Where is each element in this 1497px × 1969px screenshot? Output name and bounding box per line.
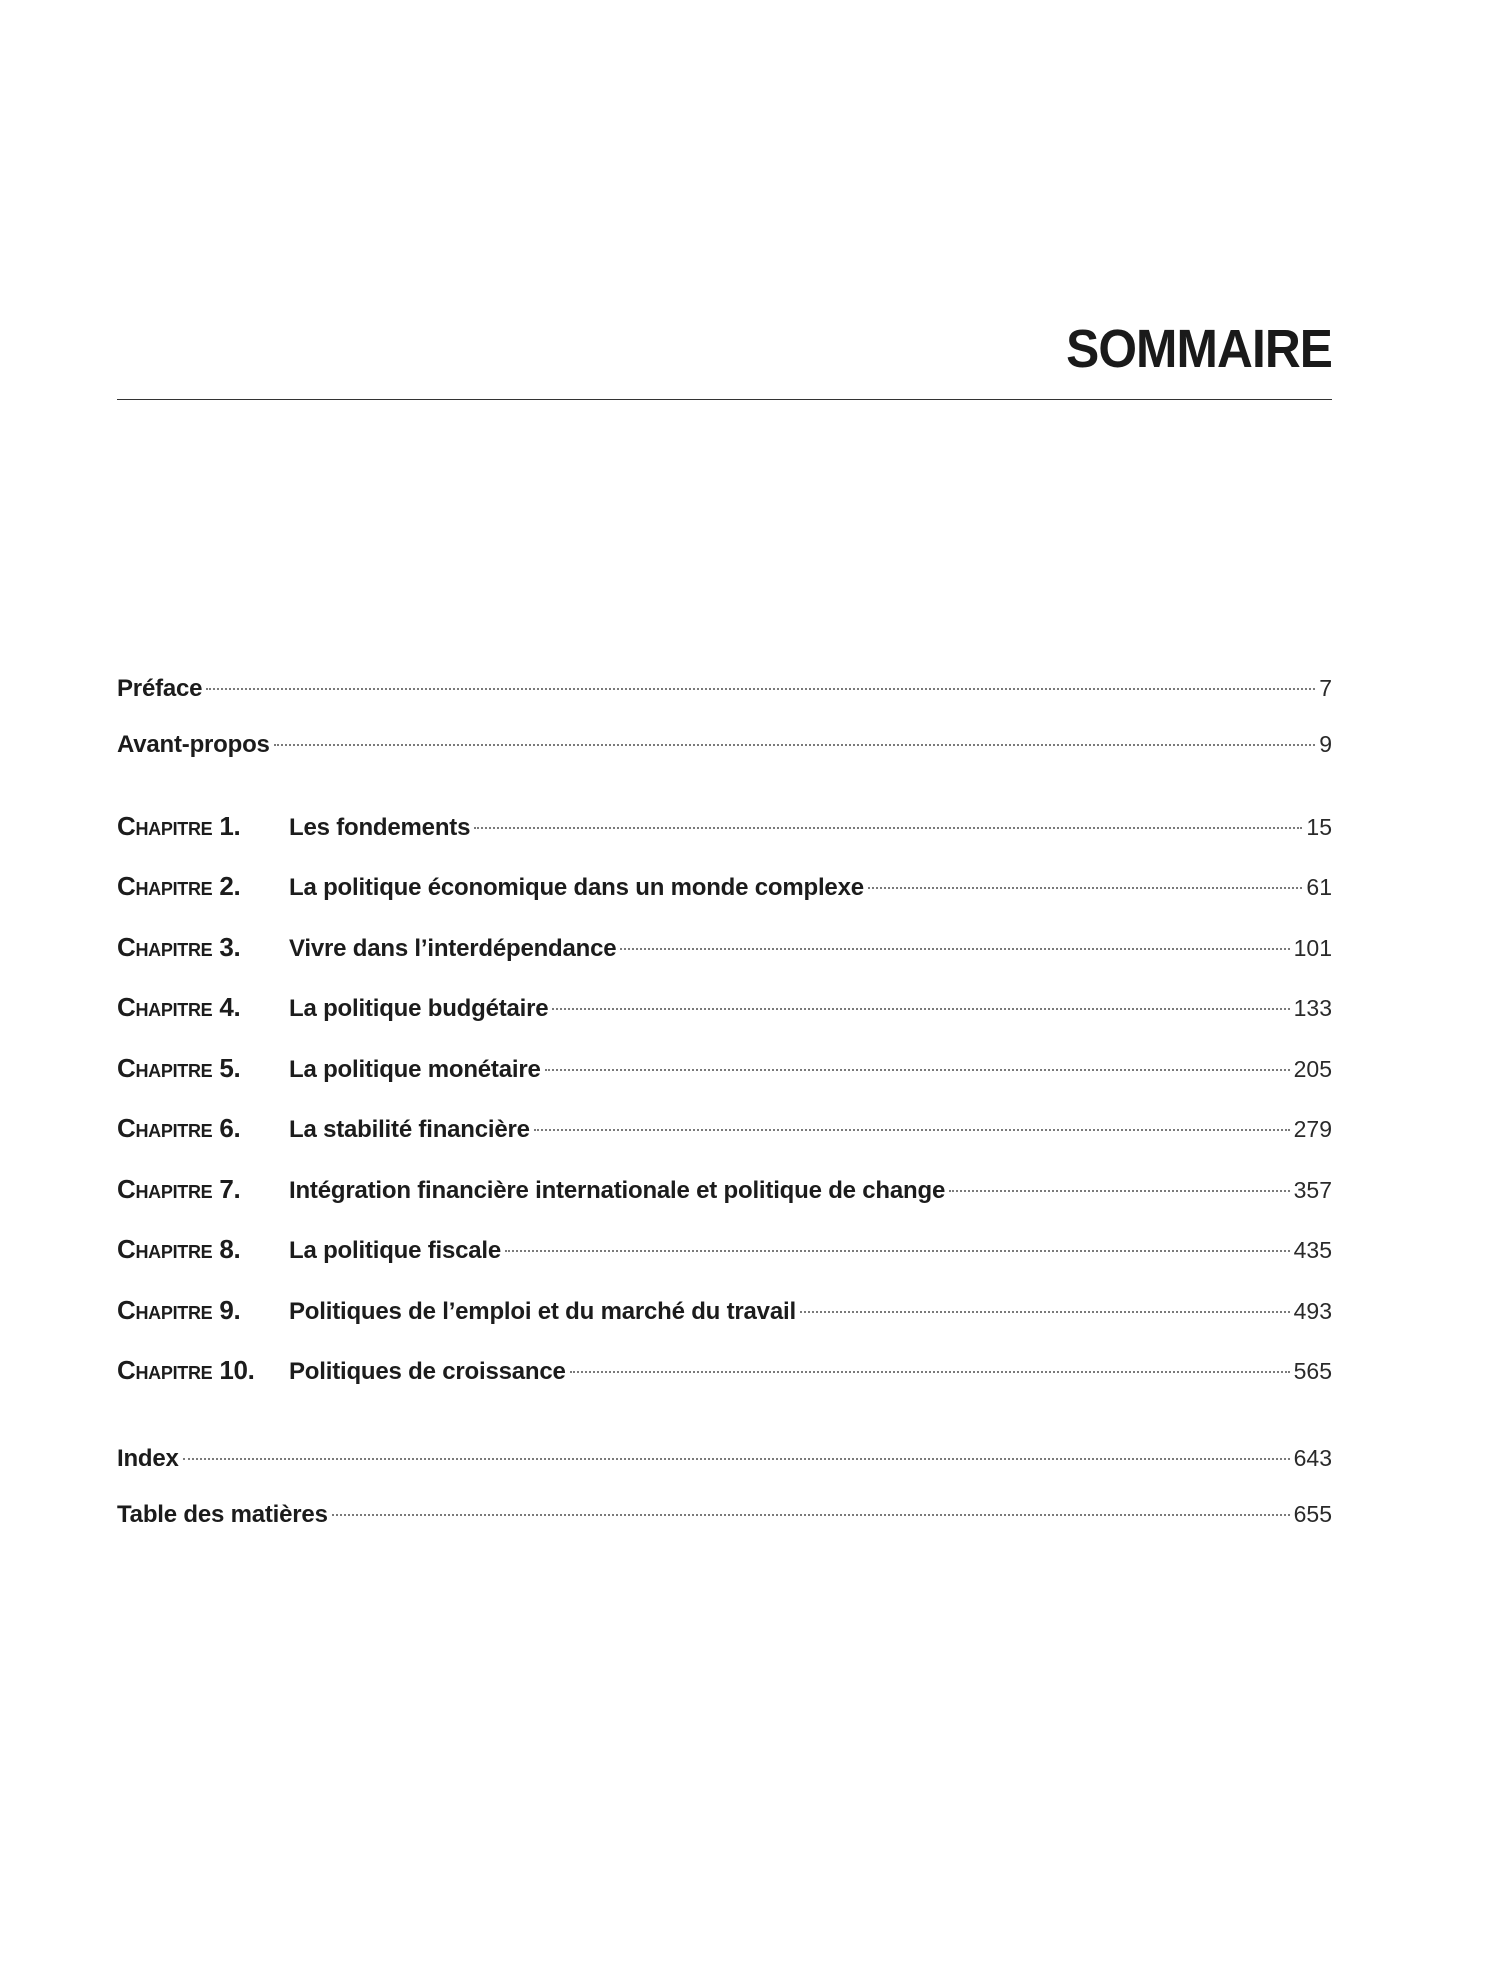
toc-page-number: 61 [1306,874,1332,900]
chapter-prefix: CHAPITRE 7. [117,1174,241,1204]
chapter-title: Vivre dans l’interdépendance [289,935,617,962]
dot-leader [474,827,1302,829]
dot-leader [206,688,1315,690]
toc-page-number: 493 [1293,1298,1332,1324]
toc-entry-chapter-8[interactable] [117,1231,1332,1267]
title-divider [117,399,1332,400]
chapter-title: Politiques de croissance [289,1358,566,1385]
toc-entry-table-des-matieres[interactable] [117,1496,1332,1532]
toc-entry-label: Table des matières [117,1501,328,1528]
dot-leader [868,887,1303,889]
chapter-prefix: CHAPITRE 5. [117,1053,241,1083]
chapter-title: La stabilité financière [289,1116,530,1143]
toc-entry-chapter-3[interactable] [117,929,1332,965]
chapter-prefix: CHAPITRE 9. [117,1295,241,1325]
toc-entry-chapter-7[interactable] [117,1171,1332,1207]
toc-page-number: 643 [1293,1445,1332,1471]
toc-page-number: 655 [1293,1501,1332,1527]
toc-entry-chapter-9[interactable] [117,1292,1332,1328]
chapter-title: La politique budgétaire [289,995,549,1022]
toc-entry-chapter-2[interactable] [117,868,1332,904]
toc-entry-label: Avant-propos [117,731,270,758]
toc-entry-chapter-1[interactable] [117,808,1332,844]
toc-entry-preface[interactable] [117,670,1332,706]
dot-leader [620,948,1289,950]
toc-entry-chapter-5[interactable] [117,1050,1332,1086]
toc-entry-chapter-4[interactable] [117,989,1332,1025]
dot-leader [949,1190,1290,1192]
toc-page-number: 357 [1293,1177,1332,1203]
toc-page-number: 9 [1319,731,1332,757]
chapter-prefix: CHAPITRE 4. [117,992,241,1022]
chapter-prefix: CHAPITRE 3. [117,932,241,962]
chapter-prefix: CHAPITRE 8. [117,1234,241,1264]
toc-page-number: 133 [1293,995,1332,1021]
chapter-prefix: CHAPITRE 10. [117,1355,255,1385]
toc-entry-label: Index [117,1445,179,1472]
toc-entry-index[interactable] [117,1440,1332,1476]
toc-page-number: 435 [1293,1237,1332,1263]
chapter-prefix: CHAPITRE 6. [117,1113,241,1143]
chapter-title: Politiques de l’emploi et du marché du travail [289,1298,796,1325]
toc-entry-chapter-6[interactable] [117,1110,1332,1146]
dot-leader [545,1069,1290,1071]
toc-page-number: 279 [1293,1116,1332,1142]
dot-leader [274,744,1315,746]
chapter-title: La politique monétaire [289,1056,541,1083]
chapter-title: La politique fiscale [289,1237,502,1264]
toc-page-number: 205 [1293,1056,1332,1082]
dot-leader [183,1458,1290,1460]
dot-leader [570,1371,1290,1373]
dot-leader [332,1514,1290,1516]
toc-entry-label: Préface [117,675,203,702]
dot-leader [800,1311,1290,1313]
dot-leader [552,1008,1289,1010]
chapter-title: Intégration financière internationale et politique de change [289,1177,946,1204]
toc-page-number: 565 [1293,1358,1332,1384]
toc-page-number: 15 [1306,814,1332,840]
dot-leader [534,1129,1290,1131]
chapter-prefix: CHAPITRE 1. [117,811,241,841]
toc-entry-chapter-10[interactable] [117,1352,1332,1388]
chapter-prefix: CHAPITRE 2. [117,871,241,901]
chapter-title: Les fondements [289,814,471,841]
toc-page-number: 7 [1319,675,1332,701]
dot-leader [505,1250,1290,1252]
toc-page-number: 101 [1293,935,1332,961]
chapter-title: La politique économique dans un monde complexe [289,874,864,901]
toc-entry-avant-propos[interactable] [117,726,1332,762]
page-title: SOMMAIRE [1066,319,1332,379]
